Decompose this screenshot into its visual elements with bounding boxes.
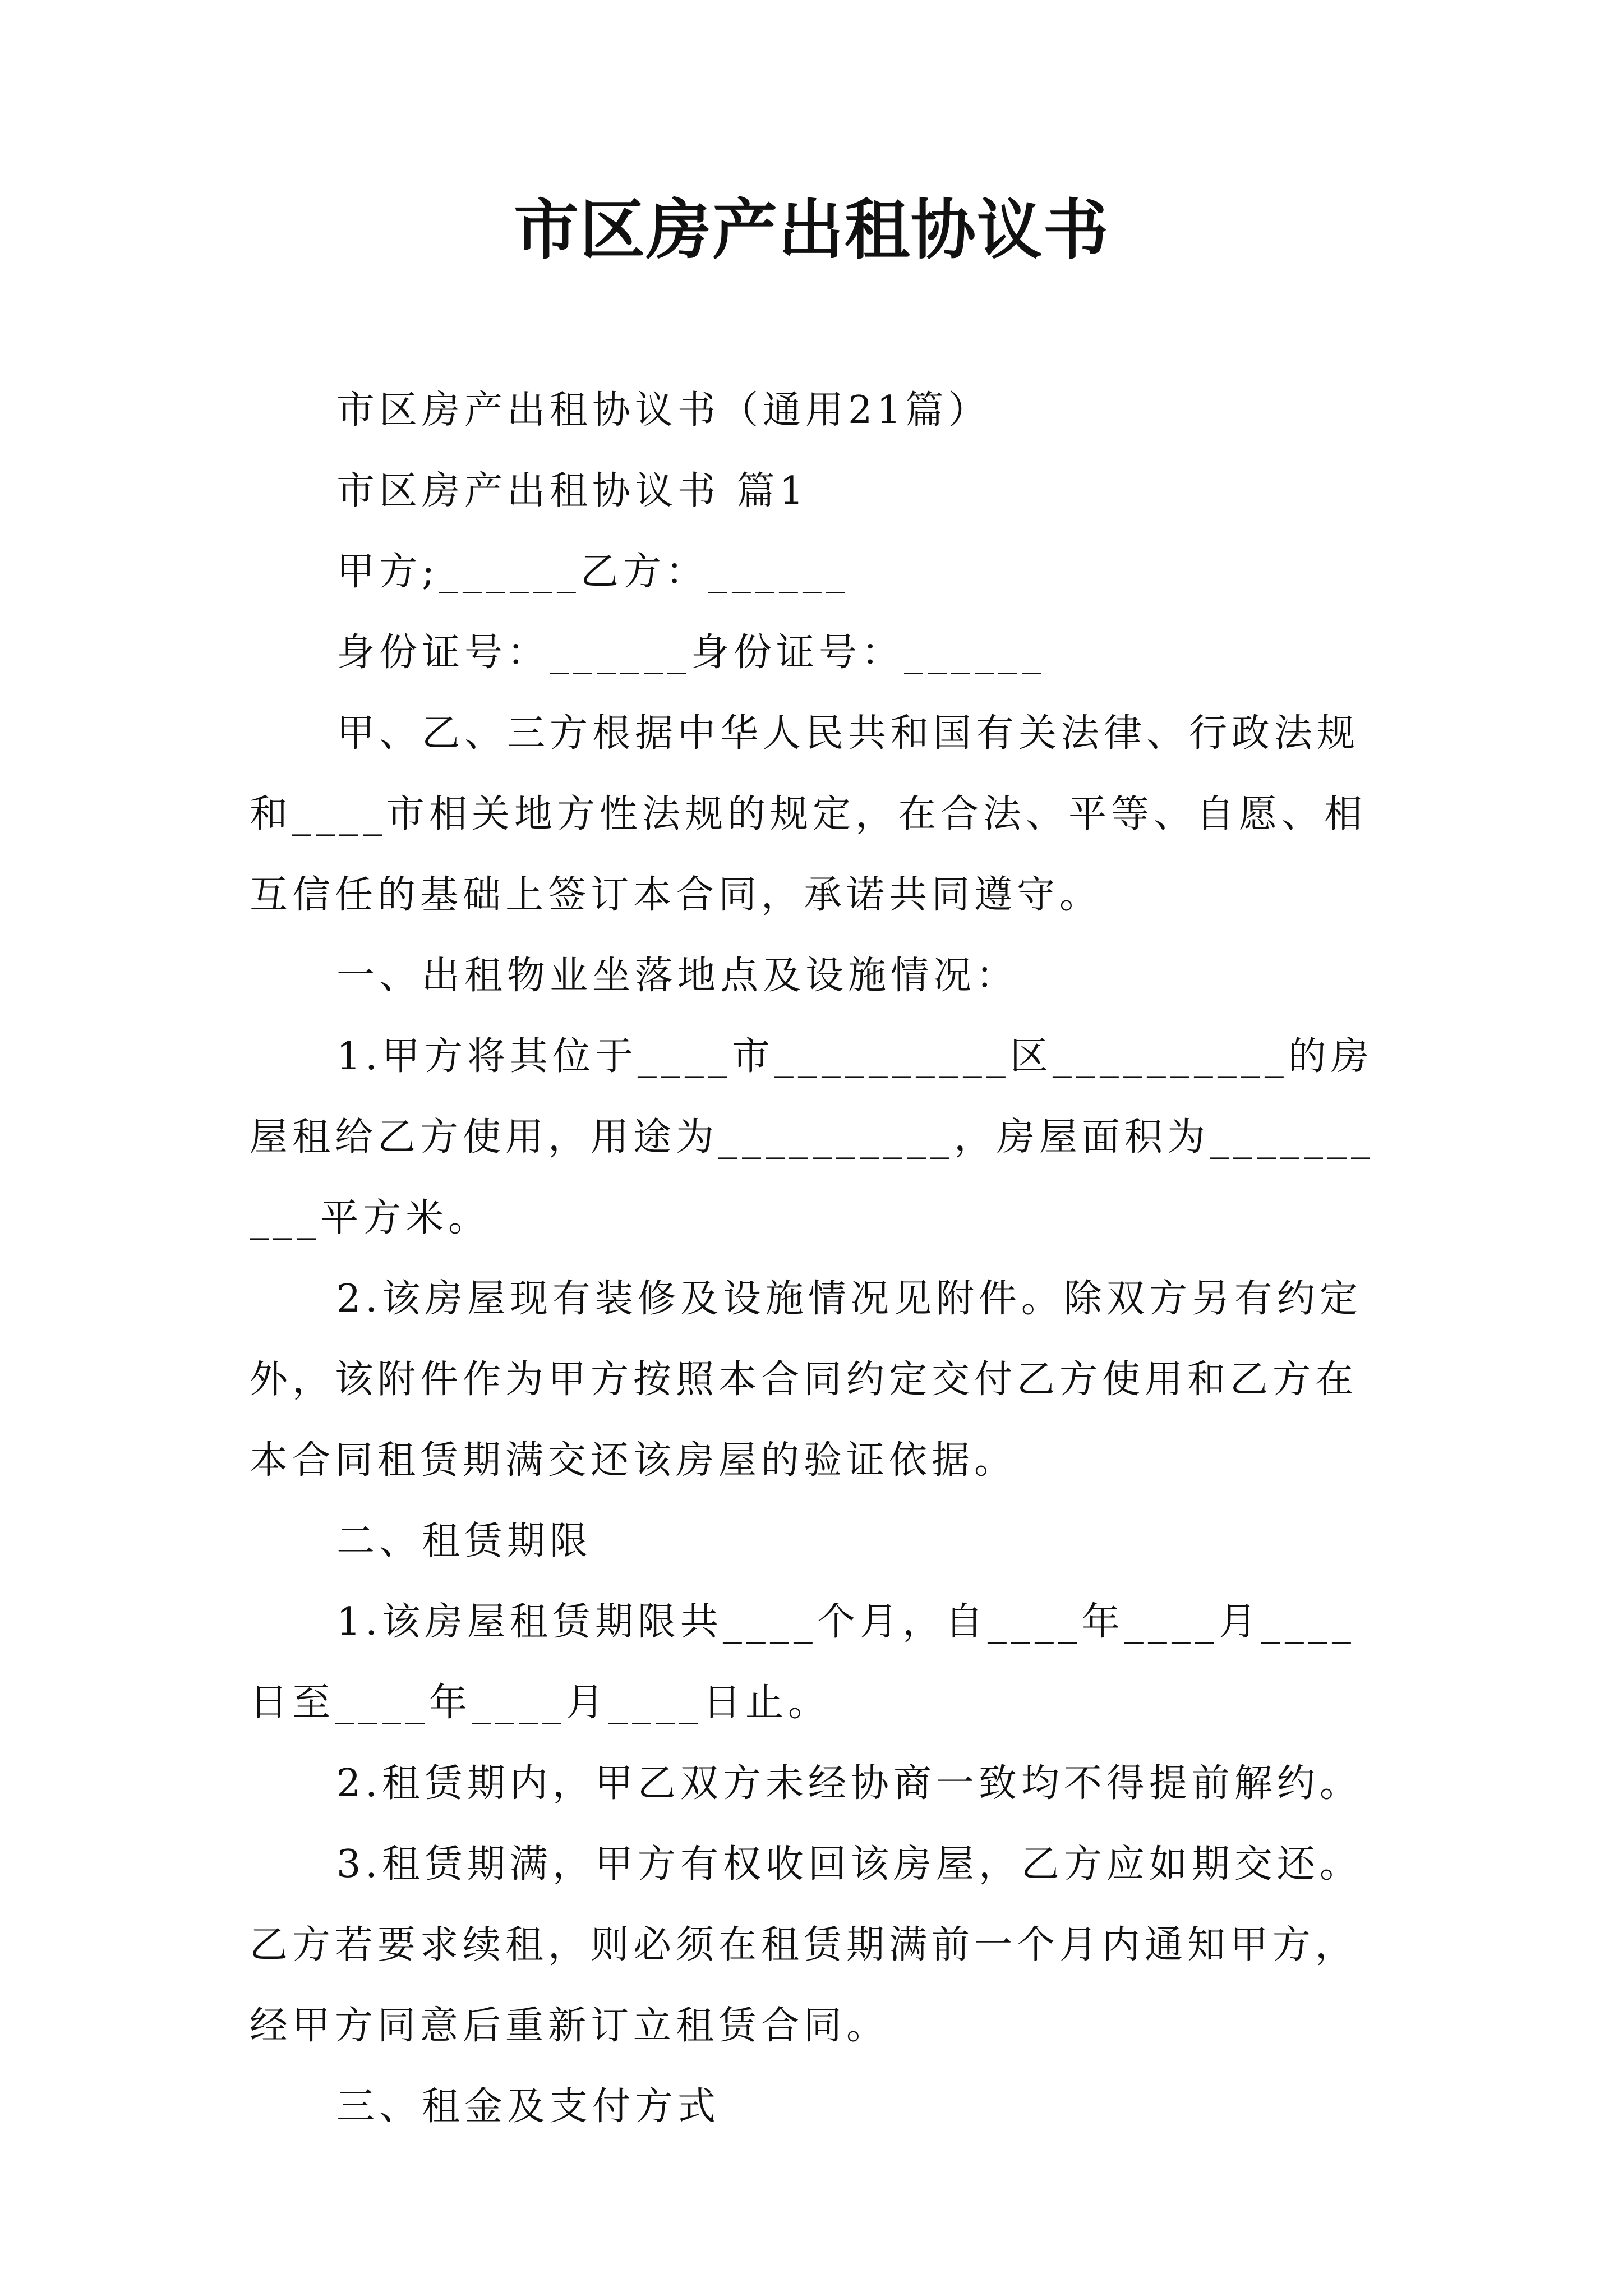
paragraph-clause-2-3: 3.租赁期满，甲方有权收回该房屋，乙方应如期交还。乙方若要求续租，则必须在租赁期满前一个月内通知甲方，经甲方同意后重新订立租赁合同。: [250, 1842, 1362, 2048]
paragraph-clause-2-heading: 二、租赁期限: [336, 1519, 593, 1563]
paragraph-clause-2-1: 1.该房屋租赁期限共____个月，自____年____月____日至____年____月____日止。: [250, 1600, 1355, 1725]
paragraph-clause-1-heading: 一、出租物业坐落地点及设施情况：: [336, 954, 1019, 998]
paragraph-clause-2-2: 2.租赁期内，甲乙双方未经协商一致均不得提前解约。: [336, 1761, 1362, 1806]
paragraph-clause-1-1: 1.甲方将其位于____市__________区__________的房屋租给乙方使用，用途为__________，房屋面积为__________平方米。: [250, 1034, 1375, 1240]
paragraph-clause-3-heading: 三、租金及支付方式: [336, 2085, 721, 2129]
document-title: 市区房产出租协议书: [514, 192, 1109, 268]
paragraph-preamble: 甲、乙、三方根据中华人民共和国有关法律、行政法规和____市相关地方性法规的规定，在合法、平等、自愿、相互信任的基础上签订本合同，承诺共同遵守。: [250, 711, 1367, 917]
document-body: [250, 370, 1394, 2147]
paragraph-subtitle: 市区房产出租协议书（通用21篇）: [336, 388, 991, 432]
paragraph-clause-1-2: 2.该房屋现有装修及设施情况见附件。除双方另有约定外，该附件作为甲方按照本合同约定交付乙方使用和乙方在本合同租赁期满交还该房屋的验证依据。: [250, 1277, 1362, 1483]
paragraph-parties: 甲方;______乙方：______: [336, 550, 850, 594]
paragraph-section-heading: 市区房产出租协议书 篇1: [336, 469, 808, 513]
paragraph-id-numbers: 身份证号：______身份证号：______: [336, 631, 1046, 675]
